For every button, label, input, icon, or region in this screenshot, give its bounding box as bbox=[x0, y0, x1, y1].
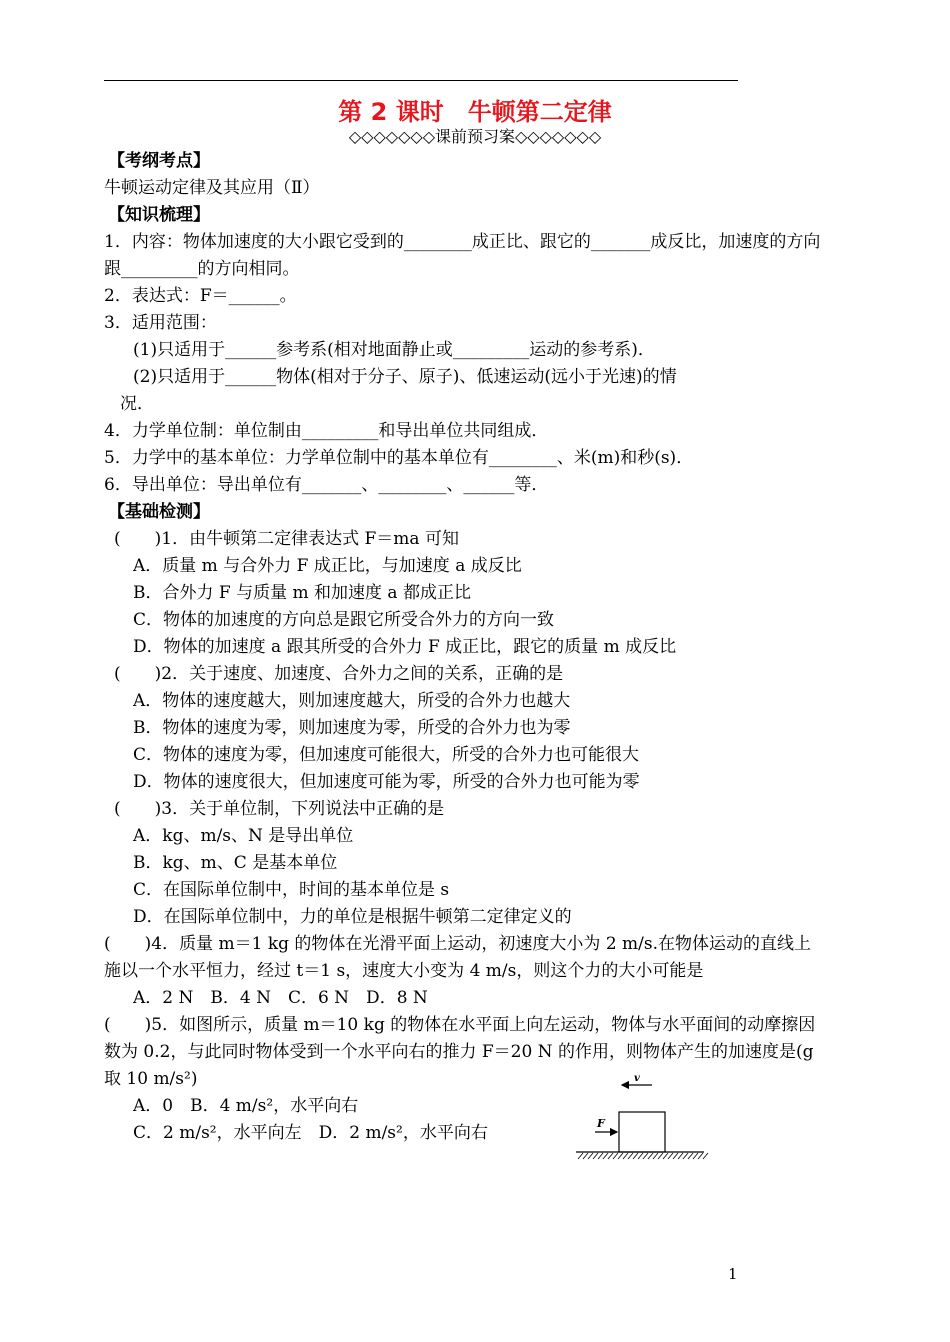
question-4-line: ( )4．质量 m＝1 kg 的物体在光滑平面上运动，初速度大小为 2 m/s.在物体运动的直线上 bbox=[104, 934, 812, 954]
question-5-line: ( )5．如图所示，质量 m＝10 kg 的物体在水平面上向左运动，物体与水平面间的动摩擦因 bbox=[104, 1015, 816, 1035]
knowledge-line: 况． bbox=[120, 394, 154, 414]
question-2-option: A．物体的速度越大，则加速度越大，所受的合外力也越大 bbox=[133, 691, 571, 711]
page-subtitle: ◇◇◇◇◇◇◇课前预习案◇◇◇◇◇◇◇ bbox=[348, 127, 602, 146]
question-2-option: C．物体的速度为零，但加速度可能很大，所受的合外力也可能很大 bbox=[133, 745, 640, 765]
question-1-option: A．质量 m 与合外力 F 成正比，与加速度 a 成反比 bbox=[133, 556, 522, 576]
question-2-option: D．物体的速度很大，但加速度可能为零，所受的合外力也可能为零 bbox=[133, 772, 640, 792]
question-4-line: 施以一个水平恒力，经过 t＝1 s，速度大小变为 4 m/s，则这个力的大小可能是 bbox=[104, 961, 704, 981]
question-3-option: D．在国际单位制中，力的单位是根据牛顿第二定律定义的 bbox=[133, 907, 572, 927]
knowledge-line: 跟_________的方向相同。 bbox=[104, 259, 300, 279]
ground-hatching bbox=[578, 1153, 708, 1159]
knowledge-line: 4．力学单位制：单位制由_________和导出单位共同组成． bbox=[104, 421, 549, 441]
header-rule bbox=[104, 80, 738, 81]
question-2-option: B．物体的速度为零，则加速度为零，所受的合外力也为零 bbox=[133, 718, 571, 738]
knowledge-line: (2)只适用于______物体(相对于分子、原子)、低速运动(远小于光速)的情 bbox=[133, 367, 677, 387]
section-heading-knowledge: 【知识梳理】 bbox=[108, 205, 210, 225]
question-5-line: 数为 0.2，与此同时物体受到一个水平向右的推力 F＝20 N 的作用，则物体产生的加速度是(g bbox=[104, 1042, 814, 1062]
question-3-stem: ( )3．关于单位制，下列说法中正确的是 bbox=[114, 799, 445, 819]
knowledge-line: 1．内容：物体加速度的大小跟它受到的________成正比、跟它的_______成反比，加速度的方向 bbox=[104, 232, 821, 252]
force-label: F bbox=[597, 1117, 605, 1130]
knowledge-line: 3．适用范围： bbox=[104, 313, 217, 333]
question-1-option: C．物体的加速度的方向总是跟它所受合外力的方向一致 bbox=[133, 610, 555, 630]
section-heading-syllabus: 【考纲考点】 bbox=[108, 151, 210, 171]
question-1-stem: ( )1．由牛顿第二定律表达式 F＝ma 可知 bbox=[114, 529, 459, 549]
velocity-label: v bbox=[634, 1073, 640, 1084]
question-5-line: 取 10 m/s²) bbox=[104, 1069, 198, 1089]
block bbox=[619, 1112, 665, 1152]
question-4-options: A．2 N B．4 N C．6 N D．8 N bbox=[133, 988, 428, 1008]
page-number: 1 bbox=[728, 1265, 738, 1283]
question-5-options: A．0 B．4 m/s²，水平向右 bbox=[133, 1096, 359, 1116]
question-3-option: C．在国际单位制中，时间的基本单位是 s bbox=[133, 880, 450, 900]
knowledge-line: 2．表达式：F＝______。 bbox=[104, 286, 297, 306]
question-3-option: A．kg、m/s、N 是导出单位 bbox=[133, 826, 354, 846]
question-1-option: B．合外力 F 与质量 m 和加速度 a 都成正比 bbox=[133, 583, 471, 603]
question-2-stem: ( )2．关于速度、加速度、合外力之间的关系，正确的是 bbox=[114, 664, 564, 684]
knowledge-line: 6．导出单位：导出单位有_______、________、______等． bbox=[104, 475, 549, 495]
question-3-option: B．kg、m、C 是基本单位 bbox=[133, 853, 338, 873]
knowledge-line: (1)只适用于______参考系(相对地面静止或_________运动的参考系)． bbox=[133, 340, 655, 360]
question-1-option: D．物体的加速度 a 跟其所受的合外力 F 成正比，跟它的质量 m 成反比 bbox=[133, 637, 677, 657]
block-force-figure bbox=[570, 1072, 710, 1164]
syllabus-text: 牛顿运动定律及其应用（Ⅱ） bbox=[104, 178, 320, 198]
question-5-options: C．2 m/s²，水平向左 D．2 m/s²，水平向右 bbox=[133, 1123, 488, 1143]
page-title: 第 2 课时 牛顿第二定律 bbox=[338, 98, 612, 126]
knowledge-line: 5．力学中的基本单位：力学单位制中的基本单位有________、米(m)和秒(s)． bbox=[104, 448, 694, 468]
section-heading-basic-test: 【基础检测】 bbox=[108, 502, 210, 522]
